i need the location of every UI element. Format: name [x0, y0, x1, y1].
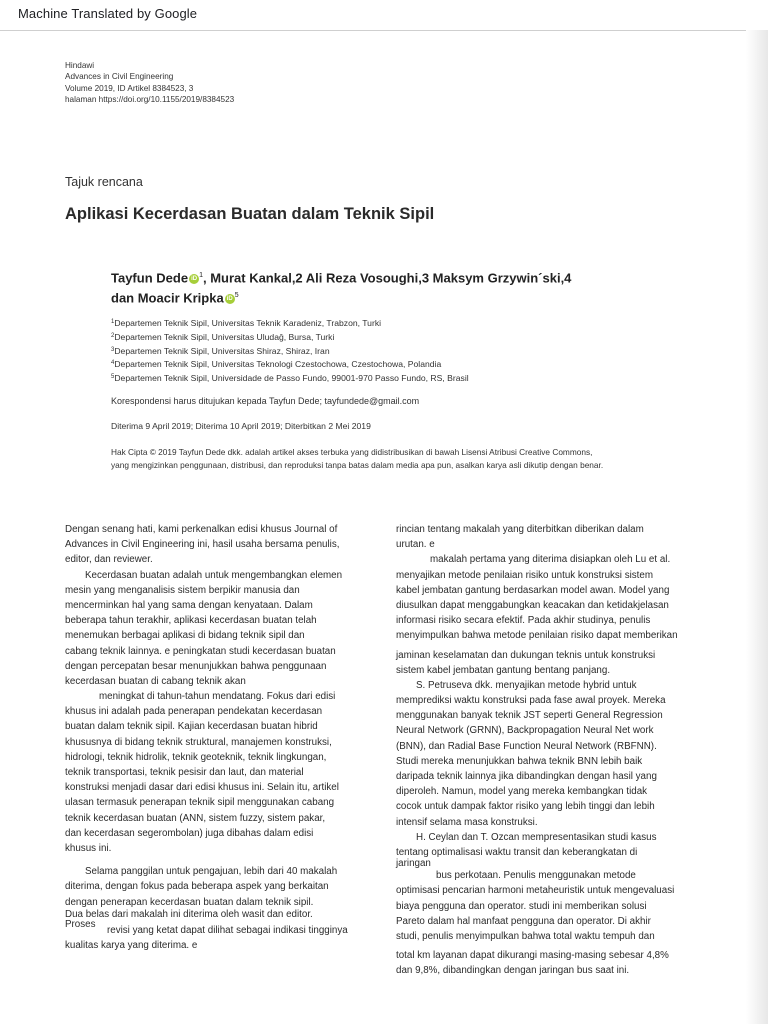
- text-line: Advances in Civil Engineering ini, hasil usaha bersama penulis,: [65, 539, 340, 551]
- text-line: ulasan termasuk penerapan teknik sipil menggunakan cabang: [65, 797, 335, 809]
- text-line: Dengan senang hati, kami perkenalkan edisi khusus Journal of: [65, 524, 338, 535]
- text-line: urutan. e: [396, 539, 435, 551]
- text-line: cabang teknik lainnya. e peningkatan studi kecerdasan buatan: [65, 645, 336, 657]
- text-line: buatan dalam teknik sipil. Kajian kecerdasan buatan hibrid: [65, 721, 318, 733]
- text-line: beberapa tahun terakhir, aplikasi kecerdasan buatan telah: [65, 615, 317, 627]
- text-line: meningkat di tahun-tahun mendatang. Fokus dari edisi: [99, 691, 336, 703]
- text-line: jaminan keselamatan dan dukungan teknis untuk konstruksi: [396, 649, 656, 661]
- text-line: sistem kabel jembatan gantung bentang panjang.: [396, 664, 611, 676]
- text-line: kualitas karya yang diterima. e: [65, 939, 198, 951]
- text-line: informasi risiko secara efektif. Pada akhir studinya, penulis: [396, 615, 651, 627]
- text-line: kabel jembatan gantung berdasarkan model awan. Model yang: [396, 584, 670, 596]
- text-line: Studi mereka menunjukkan bahwa teknik BNN lebih baik: [396, 755, 643, 767]
- text-line: mesin yang menganalisis sistem berpikir manusia dan: [65, 584, 300, 596]
- text-line: menyimpulkan bahwa metode penilaian risiko dapat memberikan: [396, 630, 678, 642]
- text-line: mencerminkan hal yang sama dengan kenyataan. Dalam: [65, 599, 313, 611]
- copyright-line: Hak Cipta © 2019 Tayfun Dede dkk. adalah artikel akses terbuka yang didistribusikan di bawah Lisensi Atribusi Creative Commons,: [111, 447, 593, 457]
- text-line: Pareto dalam hal manfaat pengguna dan operator. Di akhir: [396, 915, 651, 927]
- text-line: editor, dan reviewer.: [65, 554, 153, 566]
- text-line: diperoleh. Namun, model yang mereka kembangkan tidak: [396, 786, 648, 798]
- text-line: Proses: [65, 918, 96, 930]
- text-line: teknik kecerdasan buatan (ANN, sistem fuzzy, sistem pakar,: [65, 812, 326, 824]
- text-line: bus perkotaan. Penulis menggunakan metode: [436, 870, 636, 882]
- author-list: [111, 267, 571, 308]
- doi-link[interactable]: halaman https://doi.org/10.1155/2019/8384523: [65, 95, 235, 105]
- author-affil-sup: 5: [234, 292, 239, 300]
- author-name: dan Moacir Kripka: [111, 290, 224, 306]
- author-names-rest: , Murat Kankal,2 Ali Reza Vosoughi,3 Maksym Grzywin´ski,4: [202, 270, 572, 286]
- author-affil-sup: 1: [199, 272, 203, 279]
- orcid-icon[interactable]: iD: [226, 296, 233, 303]
- affiliation: $^1$Departemen Teknik Sipil, Universitas Teknik Karadeniz, Trabzon, Turki: [111, 318, 382, 328]
- affiliation: $^4$Departemen Teknik Sipil, Universitas Teknologi Czestochowa, Czestochowa, Polandia: [111, 359, 442, 370]
- text-line: optimisasi pencarian harmoni metaheuristik untuk mengevaluasi: [396, 885, 675, 897]
- text-line: Selama panggilan untuk pengajuan, lebih dari 40 makalah: [85, 866, 338, 878]
- affiliation: $^5$Departemen Teknik Sipil, Universidade de Passo Fundo, 99001-970 Passo Fundo, RS, Brasil: [111, 373, 469, 384]
- text-line: cocok untuk dampak faktor risiko yang lebih tinggi dan lebih: [396, 801, 655, 813]
- text-line: biaya pengguna dan operator. studi ini memberikan solusi: [396, 900, 647, 912]
- text-line: jaringan: [396, 858, 431, 870]
- page-edge-shadow: [746, 30, 768, 1024]
- affiliations: [111, 316, 469, 385]
- body-column-left: [65, 522, 375, 953]
- text-line: total km layanan dapat dikurangi masing-masing sebesar 4,8%: [396, 950, 669, 962]
- text-line: revisi yang ketat dapat dilihat sebagai indikasi tingginya: [107, 924, 348, 936]
- text-line: tentang optimalisasi waktu transit dan keberangkatan di: [396, 846, 638, 858]
- text-line: makalah pertama yang diterima disiapkan oleh Lu et al.: [430, 554, 671, 566]
- text-line: diterima, dengan fokus pada beberapa aspek yang berkaitan: [65, 881, 329, 893]
- publisher: Hindawi: [65, 61, 95, 70]
- text-line: daripada teknik lainnya jika dibandingkan dengan hasil yang: [396, 771, 657, 782]
- text-line: (BNN), dan Radial Base Function Neural Network (RBFNN).: [396, 740, 657, 752]
- text-line: kecerdasan buatan di cabang teknik akan: [65, 675, 246, 687]
- text-line: intensif selama masa konstruksi.: [396, 816, 538, 828]
- copyright-notice: [111, 446, 603, 471]
- author-name: Tayfun Dede: [111, 270, 189, 286]
- publication-dates: Diterima 9 April 2019; Diterima 10 April 2019; Diterbitkan 2 Mei 2019: [111, 421, 371, 431]
- article-meta: [65, 60, 234, 106]
- section-label: Tajuk rencana: [65, 175, 143, 189]
- text-line: dengan percepatan besar menunjukkan bahwa penggunaan: [65, 660, 327, 672]
- text-line: hidrologi, teknik hidrolik, teknik geoteknik, teknik lingkungan,: [65, 751, 327, 763]
- correspondence: Korespondensi harus ditujukan kepada Tayfun Dede; tayfundede@gmail.com: [111, 396, 420, 406]
- text-line: menemukan berbagai aplikasi di bidang teknik sipil dan: [65, 630, 305, 642]
- text-line: Dua belas dari makalah ini diterima oleh wasit dan editor.: [65, 908, 313, 920]
- text-line: konstruksi menjadi dasar dari edisi khusus ini. Selain itu, artikel: [65, 782, 339, 794]
- orcid-icon[interactable]: iD: [191, 275, 198, 282]
- text-line: dengan penerapan kecerdasan buatan dalam teknik sipil.: [65, 896, 314, 908]
- text-line: khusus ini.: [65, 842, 112, 854]
- text-line: rincian tentang makalah yang diterbitkan diberikan dalam: [396, 524, 644, 535]
- text-line: studi, penulis menyimpulkan bahwa total waktu tempuh dan: [396, 930, 655, 942]
- text-line: menyajikan metode penilaian risiko untuk konstruksi sistem: [396, 569, 654, 581]
- translation-banner: [0, 0, 768, 31]
- text-line: S. Petruseva dkk. menyajikan metode hybrid untuk: [416, 679, 637, 691]
- text-line: khususnya di bidang teknik struktural, manajemen konstruksi,: [65, 736, 332, 748]
- text-line: Neural Network (GRNN), Backpropagation Neural Net work: [396, 725, 654, 737]
- text-line: dan kecerdasan segerombolan) juga dibahas dalam edisi: [65, 827, 314, 839]
- text-line: dan 9,8%, dibandingkan dengan jaringan bus saat ini.: [396, 965, 630, 977]
- affiliation: $^2$Departemen Teknik Sipil, Universitas Uludağ, Bursa, Turki: [111, 331, 335, 342]
- copyright-line: yang mengizinkan penggunaan, distribusi, dan reproduksi tanpa batas dalam media apa pun, asalkan karya asli dikutip dengan benar.: [111, 459, 604, 470]
- text-line: menggunakan banyak teknik JST seperti General Regression: [396, 710, 663, 722]
- text-line: H. Ceylan dan T. Ozcan mempresentasikan studi kasus: [416, 831, 657, 843]
- text-line: memprediksi waktu konstruksi pada fase awal proyek. Mereka: [396, 695, 666, 707]
- text-line: diusulkan dapat menggabungkan keacakan dan ketidakjelasan: [396, 599, 669, 611]
- text-line: teknik transportasi, teknik pesisir dan laut, dan material: [65, 767, 304, 778]
- text-line: Kecerdasan buatan adalah untuk mengembangkan elemen: [85, 569, 343, 581]
- article-title: Aplikasi Kecerdasan Buatan dalam Teknik Sipil: [65, 205, 435, 223]
- machine-translated-label: Machine Translated by Google: [18, 6, 198, 21]
- text-line: khusus ini adalah pada penerapan pendekatan kecerdasan: [65, 706, 323, 718]
- body-column-right: [396, 522, 716, 978]
- affiliation: $^3$Departemen Teknik Sipil, Universitas Shiraz, Shiraz, Iran: [111, 345, 330, 356]
- journal-name: Advances in Civil Engineering: [65, 72, 174, 82]
- volume-info: Volume 2019, ID Artikel 8384523, 3: [65, 83, 194, 93]
